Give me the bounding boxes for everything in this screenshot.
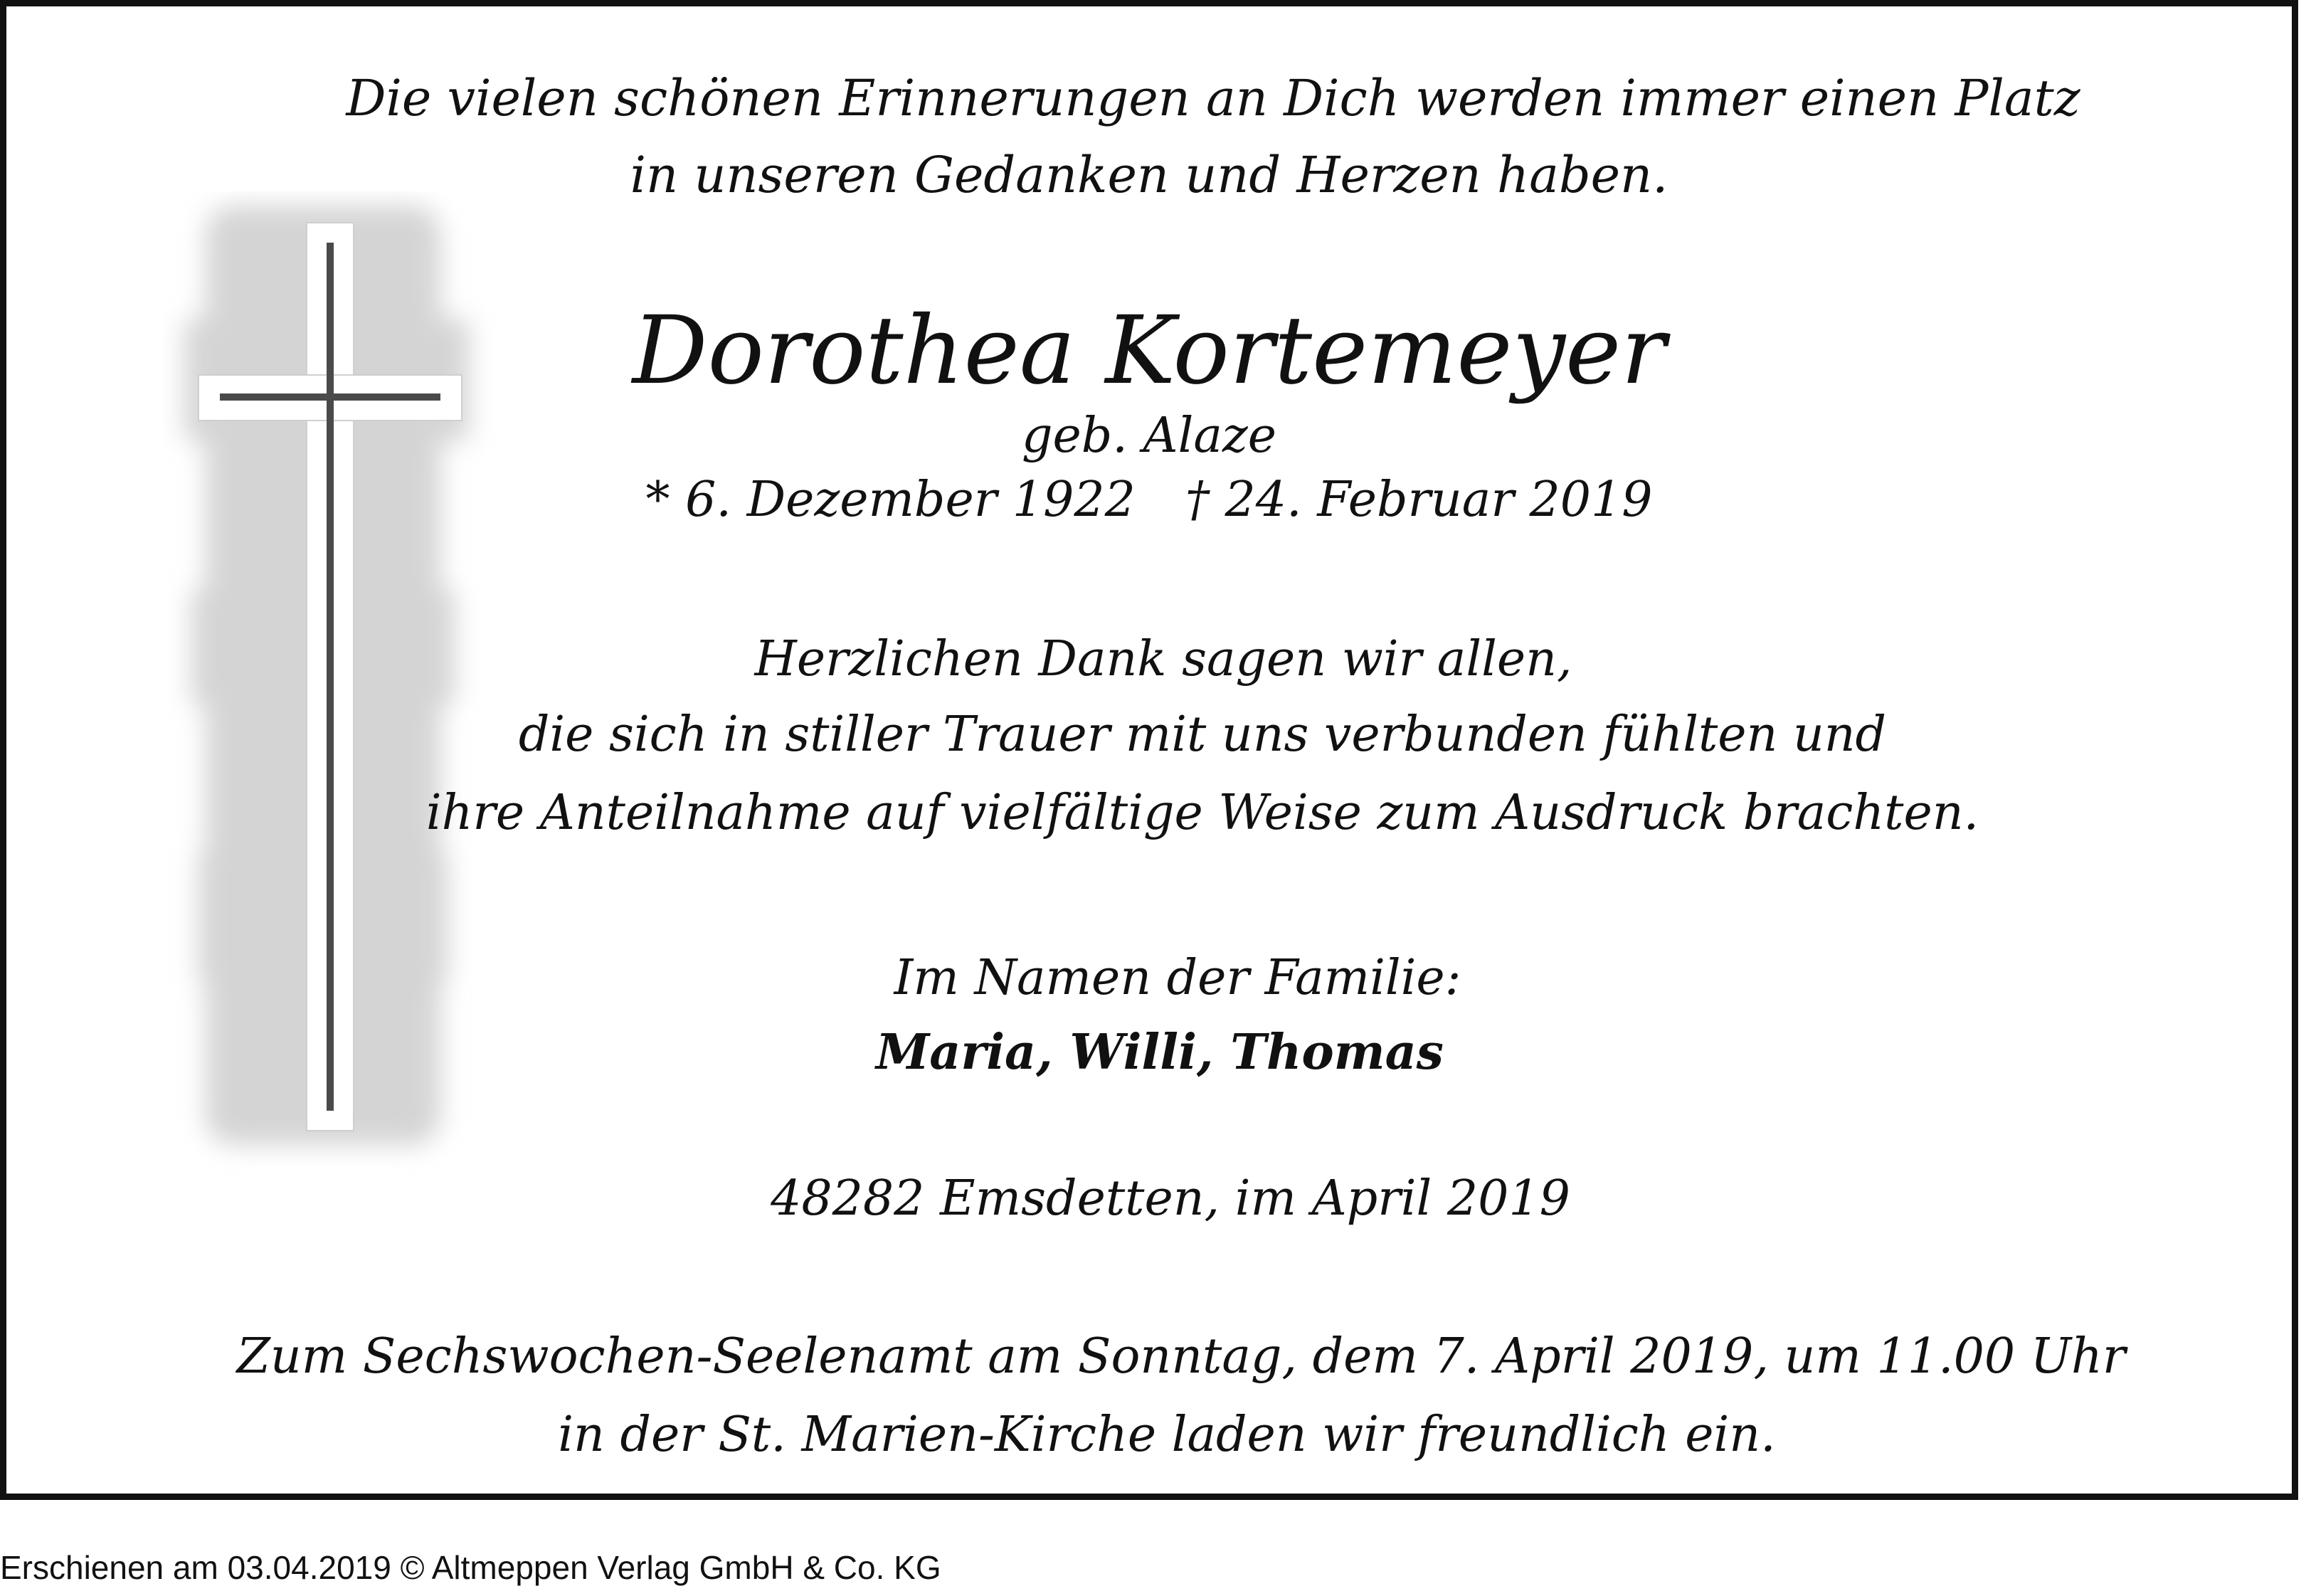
birth-date: * 6. Dezember 1922 xyxy=(645,472,1136,528)
birth-name: geb. Alaze xyxy=(1022,408,1276,464)
service-line-2: in der St. Marien-Kirche laden wir freundlich ein. xyxy=(558,1407,1776,1463)
service-line-1: Zum Sechswochen-Seelenamt am Sonntag, dem 7. April 2019, um 11.00 Uhr xyxy=(236,1328,2126,1385)
thanks-line-1: Herzlichen Dank sagen wir allen, xyxy=(754,631,1572,687)
thanks-line-3: ihre Anteilnahme auf vielfältige Weise zum Ausdruck brachten. xyxy=(425,785,1979,841)
thanks-line-2: die sich in stiller Trauer mit uns verbunden fühlten und xyxy=(518,707,1887,763)
deceased-name: Dorothea Kortemeyer xyxy=(632,296,1666,406)
family-label: Im Namen der Familie: xyxy=(894,950,1461,1006)
life-dates xyxy=(6,472,2292,528)
publication-footer: Erschienen am 03.04.2019 © Altmeppen Verlag GmbH & Co. KG xyxy=(0,1549,941,1586)
quote-line-2: in unseren Gedanken und Herzen haben. xyxy=(630,146,1669,204)
death-date: † 24. Februar 2019 xyxy=(1185,472,1653,528)
family-names: Maria, Willi, Thomas xyxy=(876,1024,1444,1081)
place-date: 48282 Emsdetten, im April 2019 xyxy=(771,1170,1570,1227)
quote-line-1: Die vielen schönen Erinnerungen an Dich werden immer einen Platz xyxy=(346,69,2080,127)
